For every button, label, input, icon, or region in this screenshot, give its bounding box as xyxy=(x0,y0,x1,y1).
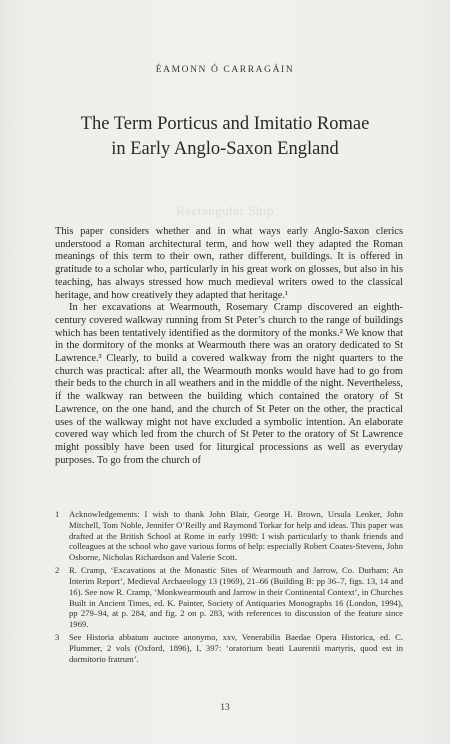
show-through-text: Rectangular Ship xyxy=(176,203,274,218)
page-number: 13 xyxy=(220,703,230,713)
footnote-3 xyxy=(55,632,403,664)
chapter-title xyxy=(0,112,450,162)
footnotes xyxy=(55,509,403,667)
footnote-text: See Historia abbatum auctore anonymo, xxv, Venerabilis Baedae Opera Historica, ed. C. Plummer, 2 vols (Oxford, 1896), I, 397: ‘oratorium beati Laurentii martyris, quod est in dormitorio fratrum’. xyxy=(69,632,403,664)
footnote-number: 2 xyxy=(55,565,60,576)
chapter-title-line-1: The Term Porticus and Imitatio Romae xyxy=(80,114,370,134)
body-paragraph-2: In her excavations at Wearmouth, Rosemary Cramp discovered an eighth-century covered walkway running from St Peter’s church to the range of buildings which has been tentatively identified as the dormitory of the monks.² We know that in the dormitory of the monks at Wearmouth there was an oratory dedicated to St Lawrence.³ Clearly, to build a covered walkway from the night quarters to the church was practical: after all, the Wearmouth monks would have had to go from their beds to the church in all weathers and in the middle of the night. Nevertheless, if the walkway ran between the building which contained the oratory of St Lawrence, on the one hand, and the church of St Peter on the other, the practical uses of the walkway might not have excluded a symbolic intention. An elaborate covered way which led from the church of St Peter to the oratory of St Lawrence might possibly have been used for liturgical processions as well as everyday purposes. To go from the church of xyxy=(55,302,403,466)
footnote-2 xyxy=(55,565,403,630)
chapter-title-line-2: in Early Anglo-Saxon England xyxy=(111,139,339,159)
body-text xyxy=(55,226,403,467)
body-paragraph-1: This paper considers whether and in what ways early Anglo-Saxon clerics understood a Roman architectural term, and how well they adapted the Roman meanings of this term to their own, rather different, buildings. It is offered in gratitude to a scholar who, particularly in his great work on glosses, but also in his teaching, has always stressed how much medieval writers owed to the classical heritage, and how creatively they adapted that heritage.¹ xyxy=(55,226,403,301)
footnote-1 xyxy=(55,509,403,563)
chapter-author: ÉAMONN Ó CARRAGÁIN xyxy=(155,65,295,75)
footnote-text: R. Cramp, ‘Excavations at the Monastic Sites of Wearmouth and Jarrow, Co. Durham: An Interim Report’, Medieval Archaeology 13 (1969), 21–66 (Building B: pp 36–7, figs. 13, 14 and 16). See now R. Cramp, ‘Monkwearmouth and Jarrow in their Continental Context’, in Churches Built in Ancient Times, ed. K. Painter, Society of Antiquaries Monographs 16 (London, 1994), pp 279–94, at p. 284, and fig. 2 on p. 283, with references to discussion of the feature since 1969. xyxy=(69,565,403,630)
footnote-number: 1 xyxy=(55,509,60,519)
footnote-number: 3 xyxy=(55,632,60,643)
footnote-text: Acknowledgements: I wish to thank John Blair, George H. Brown, Ursula Lenker, John Mitchell, Tom Noble, Jennifer O’Reilly and Raymond Torkar for help and ideas. This paper was drafted at the British School at Rome in early 1998: I wish particularly to thank friends and colleagues at the school who gave various forms of help: especially Robert Coates-Stevens, John Osborne, Nicholas Richardson and Valerie Scott. xyxy=(69,509,403,563)
